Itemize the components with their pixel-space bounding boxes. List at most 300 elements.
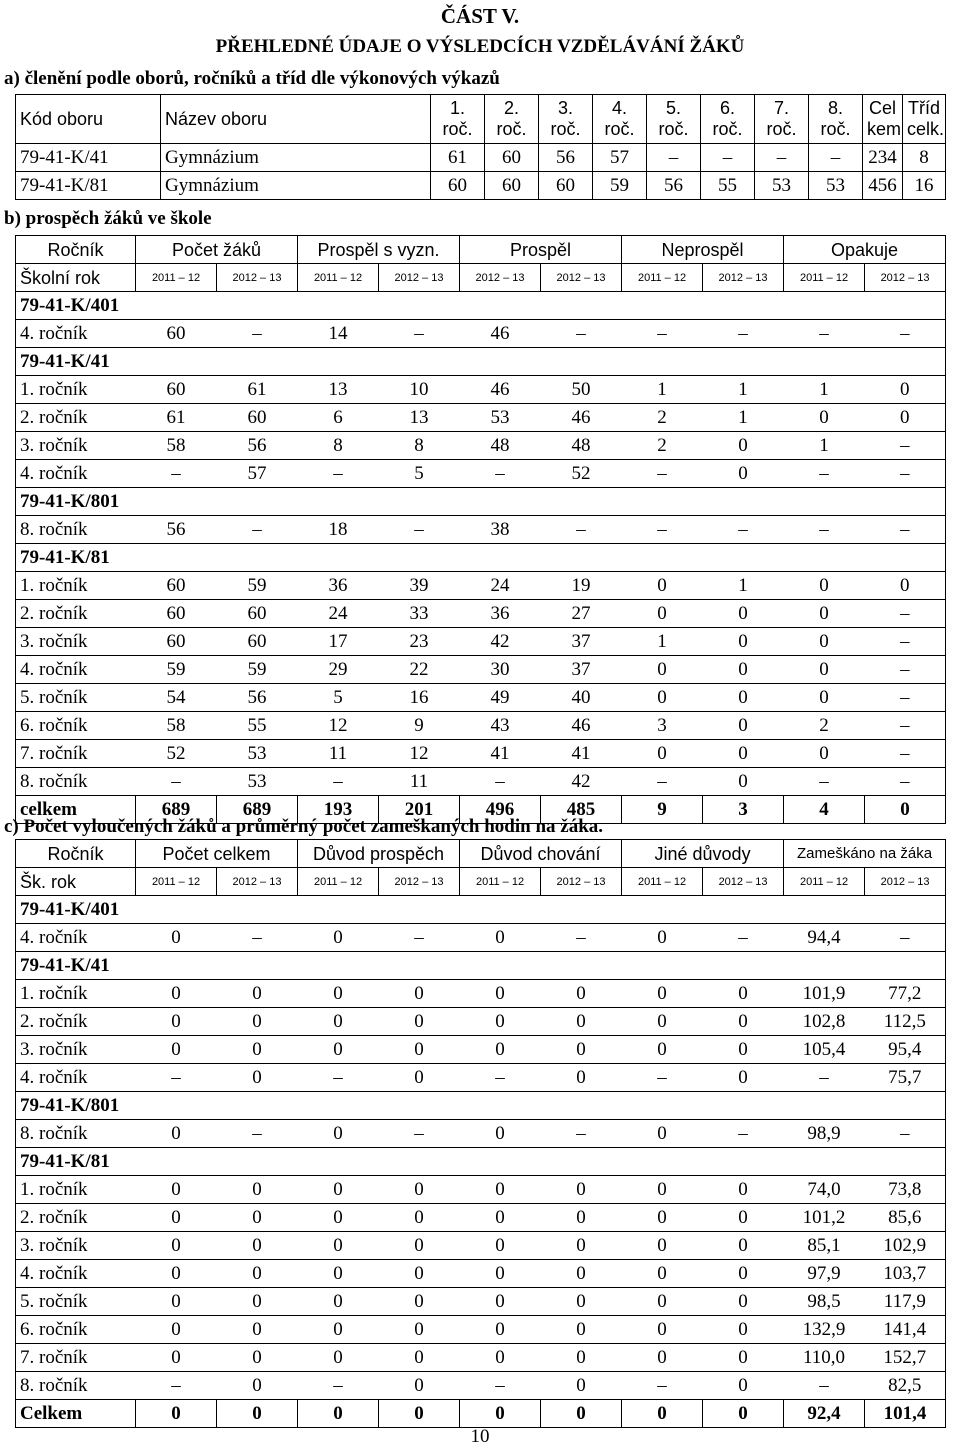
table-cell: 0 — [622, 980, 703, 1008]
table-cell: 2 — [784, 712, 865, 740]
table-cell: 0 — [703, 1288, 784, 1316]
table-cell: 2 — [622, 404, 703, 432]
table-cell: 0 — [379, 1288, 460, 1316]
table-cell: 16 — [379, 684, 460, 712]
table-row — [16, 628, 946, 656]
table-cell: 8. ročník — [16, 1120, 136, 1148]
field-code: 79-41-K/401 — [16, 292, 946, 320]
part-heading: ČÁST V. — [440, 4, 520, 28]
total-cell: 9 — [622, 796, 703, 824]
table-cell: 82,5 — [865, 1372, 946, 1400]
table-row — [16, 1316, 946, 1344]
field-code: 79-41-K/41 — [16, 952, 946, 980]
table-cell: 1. ročník — [16, 572, 136, 600]
table-cell: 56 — [647, 172, 701, 200]
section-b-caption: b) prospěch žáků ve škole — [4, 208, 212, 229]
table-cell: – — [379, 320, 460, 348]
table-cell: 11 — [298, 740, 379, 768]
table-row — [16, 144, 946, 172]
table-row — [16, 980, 946, 1008]
table-cell: 0 — [622, 1008, 703, 1036]
table-cell: 0 — [217, 1036, 298, 1064]
field-code: 79-41-K/81 — [16, 544, 946, 572]
table-cell: 0 — [298, 1232, 379, 1260]
table-cell: 6 — [298, 404, 379, 432]
table-cell: Gymnázium — [161, 172, 431, 200]
table-cell: 46 — [460, 376, 541, 404]
table-cell: – — [460, 1064, 541, 1092]
column-header: Kód oboru — [16, 95, 161, 144]
group-row — [16, 544, 946, 572]
page-title: PŘEHLEDNÉ ÚDAJE O VÝSLEDCÍCH VZDĚLÁVÁNÍ ŽÁKŮ — [215, 36, 745, 57]
total-cell: 4 — [784, 796, 865, 824]
table-cell: 8 — [298, 432, 379, 460]
table-cell: – — [541, 320, 622, 348]
table-cell: 0 — [136, 1344, 217, 1372]
table-row — [16, 172, 946, 200]
table-cell: 1. ročník — [16, 1176, 136, 1204]
table-cell: – — [784, 516, 865, 544]
year-cell: 2011 – 12 — [622, 868, 703, 896]
group-row — [16, 1148, 946, 1176]
table-row — [16, 572, 946, 600]
year-row — [16, 868, 946, 896]
table-cell: 0 — [379, 1176, 460, 1204]
table-cell: 53 — [755, 172, 809, 200]
table-cell: – — [865, 516, 946, 544]
header-row — [16, 236, 946, 264]
table-cell: 103,7 — [865, 1260, 946, 1288]
total-cell: 3 — [703, 796, 784, 824]
column-header: Prospěl s vyzn. — [298, 236, 460, 264]
column-header: Počet celkem — [136, 840, 298, 868]
column-header: 2. roč. — [485, 95, 539, 144]
table-cell: 5. ročník — [16, 1288, 136, 1316]
table-cell: 0 — [703, 1064, 784, 1092]
table-cell: 0 — [541, 1232, 622, 1260]
column-header: 7. roč. — [755, 95, 809, 144]
table-cell: 0 — [379, 1316, 460, 1344]
table-cell: 0 — [379, 1008, 460, 1036]
table-cell: 0 — [541, 1260, 622, 1288]
year-cell: 2012 – 13 — [379, 868, 460, 896]
table-row — [16, 1204, 946, 1232]
table-cell: 1 — [703, 404, 784, 432]
table-cell: 0 — [703, 1344, 784, 1372]
table-cell: 0 — [460, 1344, 541, 1372]
table-cell: 61 — [217, 376, 298, 404]
table-cell: 0 — [460, 924, 541, 952]
table-cell: 59 — [217, 572, 298, 600]
table-cell: – — [784, 460, 865, 488]
year-cell: 2011 – 12 — [622, 264, 703, 292]
table-cell: 58 — [136, 712, 217, 740]
total-cell: Celkem — [16, 1400, 136, 1428]
total-cell: 496 — [460, 796, 541, 824]
table-cell: 0 — [460, 1232, 541, 1260]
table-cell: 0 — [217, 1232, 298, 1260]
table-cell: 0 — [298, 1288, 379, 1316]
table-cell: 13 — [379, 404, 460, 432]
table-cell: 60 — [431, 172, 485, 200]
table-cell: 0 — [298, 1260, 379, 1288]
table-cell: 60 — [136, 628, 217, 656]
table-cell: 4. ročník — [16, 656, 136, 684]
table-cell: – — [865, 628, 946, 656]
table-cell: 60 — [136, 572, 217, 600]
table-cell: 8. ročník — [16, 768, 136, 796]
table-row — [16, 1232, 946, 1260]
table-cell: 1 — [622, 376, 703, 404]
total-cell: 0 — [703, 1400, 784, 1428]
table-cell: 0 — [784, 572, 865, 600]
table-cell: 3. ročník — [16, 1036, 136, 1064]
table-cell: 9 — [379, 712, 460, 740]
table-row — [16, 1036, 946, 1064]
table-cell: 79-41-K/81 — [16, 172, 161, 200]
table-cell: 0 — [784, 628, 865, 656]
year-cell: 2011 – 12 — [460, 868, 541, 896]
table-cell: 39 — [379, 572, 460, 600]
table-cell: 0 — [298, 1120, 379, 1148]
table-cell: 0 — [298, 924, 379, 952]
table-cell: 19 — [541, 572, 622, 600]
table-cell: 0 — [379, 1232, 460, 1260]
table-cell: 59 — [217, 656, 298, 684]
table-cell: 0 — [379, 980, 460, 1008]
table-cell: 41 — [541, 740, 622, 768]
table-cell: – — [217, 924, 298, 952]
table-cell: 0 — [622, 684, 703, 712]
table-cell: 41 — [460, 740, 541, 768]
field-code: 79-41-K/801 — [16, 488, 946, 516]
table-cell: 0 — [703, 980, 784, 1008]
table-cell: 0 — [217, 1204, 298, 1232]
table-row — [16, 376, 946, 404]
table-cell: 8 — [903, 144, 946, 172]
table-cell: 0 — [622, 740, 703, 768]
total-cell: 0 — [865, 796, 946, 824]
total-cell: 0 — [541, 1400, 622, 1428]
table-cell: 0 — [298, 980, 379, 1008]
column-header: Jiné důvody — [622, 840, 784, 868]
table-cell: 60 — [136, 376, 217, 404]
total-row — [16, 1400, 946, 1428]
table-cell: 98,5 — [784, 1288, 865, 1316]
table-cell: – — [217, 1120, 298, 1148]
table-cell: 0 — [217, 1176, 298, 1204]
table-cell: 60 — [539, 172, 593, 200]
table-row — [16, 1008, 946, 1036]
table-cell: 0 — [298, 1344, 379, 1372]
total-cell: 0 — [460, 1400, 541, 1428]
year-cell: 2011 – 12 — [298, 868, 379, 896]
column-header: Ročník — [16, 236, 136, 264]
table-cell: 0 — [541, 1288, 622, 1316]
table-cell: 0 — [217, 1008, 298, 1036]
table-cell: – — [460, 768, 541, 796]
table-cell: 1 — [703, 376, 784, 404]
table-cell: – — [784, 1372, 865, 1400]
year-cell: 2011 – 12 — [136, 264, 217, 292]
table-cell: 0 — [622, 1176, 703, 1204]
table-cell: 60 — [485, 144, 539, 172]
table-cell: 0 — [217, 1344, 298, 1372]
year-cell: 2012 – 13 — [865, 264, 946, 292]
table-cell: – — [622, 1064, 703, 1092]
year-cell: 2011 – 12 — [298, 264, 379, 292]
table-cell: 1. ročník — [16, 980, 136, 1008]
table-cell: 23 — [379, 628, 460, 656]
table-cell: 0 — [703, 1176, 784, 1204]
column-header: Neprospěl — [622, 236, 784, 264]
table-cell: 5 — [298, 684, 379, 712]
table-cell: 0 — [865, 376, 946, 404]
table-cell: 0 — [217, 980, 298, 1008]
table-cell: – — [703, 320, 784, 348]
table-cell: 57 — [593, 144, 647, 172]
column-header: Ročník — [16, 840, 136, 868]
table-cell: – — [865, 1120, 946, 1148]
year-cell: 2012 – 13 — [217, 264, 298, 292]
table-cell: 4. ročník — [16, 924, 136, 952]
table-cell: 0 — [784, 404, 865, 432]
table-cell: 8. ročník — [16, 1372, 136, 1400]
column-header: Důvod prospěch — [298, 840, 460, 868]
table-cell: 16 — [903, 172, 946, 200]
table-cell: – — [217, 516, 298, 544]
table-cell: 0 — [379, 1204, 460, 1232]
column-header: Opakuje — [784, 236, 946, 264]
table-row — [16, 320, 946, 348]
table-cell: 110,0 — [784, 1344, 865, 1372]
table-cell: – — [541, 1120, 622, 1148]
total-cell: 0 — [136, 1400, 217, 1428]
table-row — [16, 1176, 946, 1204]
table-cell: 0 — [622, 600, 703, 628]
total-cell: 193 — [298, 796, 379, 824]
column-header: 6. roč. — [701, 95, 755, 144]
table-cell: 52 — [136, 740, 217, 768]
table-cell: 59 — [136, 656, 217, 684]
year-label: Šk. rok — [16, 868, 136, 896]
table-cell: 0 — [703, 1204, 784, 1232]
table-row — [16, 600, 946, 628]
table-cell: 2. ročník — [16, 1008, 136, 1036]
table-cell: 11 — [379, 768, 460, 796]
table-cell: 60 — [217, 404, 298, 432]
table-cell: 46 — [541, 404, 622, 432]
group-row — [16, 952, 946, 980]
table-cell: 43 — [460, 712, 541, 740]
table-cell: 37 — [541, 628, 622, 656]
table-cell: 0 — [703, 768, 784, 796]
table-row — [16, 404, 946, 432]
table-row — [16, 768, 946, 796]
table-cell: 17 — [298, 628, 379, 656]
table-cell: – — [298, 460, 379, 488]
table-cell: 0 — [136, 1288, 217, 1316]
table-cell: 94,4 — [784, 924, 865, 952]
table-cell: 132,9 — [784, 1316, 865, 1344]
table-cell: – — [379, 1120, 460, 1148]
table-cell: 0 — [703, 712, 784, 740]
table-cell: 85,1 — [784, 1232, 865, 1260]
table-cell: 56 — [136, 516, 217, 544]
table-cell: 0 — [217, 1288, 298, 1316]
table-cell: – — [298, 1064, 379, 1092]
table-cell: 33 — [379, 600, 460, 628]
table-cell: 0 — [865, 404, 946, 432]
table-cell: 61 — [431, 144, 485, 172]
table-cell: 0 — [784, 600, 865, 628]
table-cell: 61 — [136, 404, 217, 432]
table-cell: 234 — [863, 144, 903, 172]
year-cell: 2012 – 13 — [460, 264, 541, 292]
table-cell: 56 — [217, 684, 298, 712]
table-cell: 0 — [622, 656, 703, 684]
year-label: Školní rok — [16, 264, 136, 292]
table-cell: 0 — [298, 1204, 379, 1232]
table-cell: 0 — [703, 1036, 784, 1064]
table-row — [16, 516, 946, 544]
table-cell: – — [622, 320, 703, 348]
table-cell: 42 — [460, 628, 541, 656]
table-cell: 0 — [460, 1204, 541, 1232]
table-cell: – — [217, 320, 298, 348]
table-cell: 46 — [460, 320, 541, 348]
total-cell: celkem — [16, 796, 136, 824]
table-cell: 0 — [136, 1120, 217, 1148]
table-cell: 1 — [703, 572, 784, 600]
table-cell: 112,5 — [865, 1008, 946, 1036]
table-cell: 0 — [784, 740, 865, 768]
table-cell: 0 — [379, 1344, 460, 1372]
table-cell: 0 — [136, 1204, 217, 1232]
table-row — [16, 460, 946, 488]
table-cell: 12 — [379, 740, 460, 768]
table-cell: 24 — [460, 572, 541, 600]
total-cell: 689 — [217, 796, 298, 824]
table-cell: 27 — [541, 600, 622, 628]
table-cell: 0 — [541, 1316, 622, 1344]
table-cell: 75,7 — [865, 1064, 946, 1092]
table-cell: – — [865, 712, 946, 740]
table-row — [16, 1372, 946, 1400]
table-cell: 0 — [460, 1288, 541, 1316]
table-cell: 10 — [379, 376, 460, 404]
table-cell: 0 — [379, 1036, 460, 1064]
table-cell: 60 — [136, 600, 217, 628]
table-cell: 0 — [541, 1064, 622, 1092]
table-cell: 53 — [217, 740, 298, 768]
total-cell: 92,4 — [784, 1400, 865, 1428]
page-number: 10 — [470, 1426, 490, 1447]
table-row — [16, 1288, 946, 1316]
table-cell: 0 — [217, 1316, 298, 1344]
table-cell: 0 — [703, 628, 784, 656]
column-header: Prospěl — [460, 236, 622, 264]
table-cell: 102,8 — [784, 1008, 865, 1036]
column-header: 4. roč. — [593, 95, 647, 144]
table-cell: 0 — [460, 1008, 541, 1036]
table-cell: 5 — [379, 460, 460, 488]
table-cell: 0 — [622, 1036, 703, 1064]
table-row — [16, 1120, 946, 1148]
table-cell: 0 — [379, 1260, 460, 1288]
group-row — [16, 292, 946, 320]
table-cell: 0 — [703, 432, 784, 460]
column-header: 8. roč. — [809, 95, 863, 144]
table-cell: – — [865, 320, 946, 348]
table-cell: 37 — [541, 656, 622, 684]
table-cell: 59 — [593, 172, 647, 200]
table-cell: 0 — [298, 1316, 379, 1344]
table-cell: – — [865, 740, 946, 768]
table-cell: 0 — [298, 1036, 379, 1064]
table-cell: 1 — [784, 432, 865, 460]
table-cell: 0 — [541, 1036, 622, 1064]
table-cell: – — [809, 144, 863, 172]
table-cell: 50 — [541, 376, 622, 404]
table-cell: 55 — [701, 172, 755, 200]
table-cell: 56 — [217, 432, 298, 460]
table-cell: 0 — [541, 980, 622, 1008]
table-cell: 456 — [863, 172, 903, 200]
year-cell: 2012 – 13 — [703, 264, 784, 292]
group-row — [16, 348, 946, 376]
table-cell: – — [784, 768, 865, 796]
table-cell: 56 — [539, 144, 593, 172]
table-cell: – — [622, 460, 703, 488]
total-cell: 0 — [298, 1400, 379, 1428]
year-cell: 2012 – 13 — [541, 868, 622, 896]
table-cell: 7. ročník — [16, 1344, 136, 1372]
table-cell: – — [136, 460, 217, 488]
table-row — [16, 432, 946, 460]
field-code: 79-41-K/41 — [16, 348, 946, 376]
total-cell: 101,4 — [865, 1400, 946, 1428]
table-cell: 60 — [485, 172, 539, 200]
column-header: Zameškáno na žáka — [784, 840, 946, 868]
table-cell: 2 — [622, 432, 703, 460]
table-row — [16, 924, 946, 952]
table-cell: 29 — [298, 656, 379, 684]
table-cell: 0 — [622, 924, 703, 952]
table-cell: 0 — [703, 1008, 784, 1036]
table-cell: 5. ročník — [16, 684, 136, 712]
table-cell: 2. ročník — [16, 404, 136, 432]
table-cell: 0 — [622, 1316, 703, 1344]
table-row — [16, 656, 946, 684]
table-cell: 102,9 — [865, 1232, 946, 1260]
year-cell: 2012 – 13 — [541, 264, 622, 292]
table-cell: 0 — [784, 684, 865, 712]
table-cell: 79-41-K/41 — [16, 144, 161, 172]
table-cell: – — [647, 144, 701, 172]
table-cell: 2. ročník — [16, 600, 136, 628]
table-cell: – — [379, 516, 460, 544]
table-cell: 97,9 — [784, 1260, 865, 1288]
column-header: Důvod chování — [460, 840, 622, 868]
table-cell: 8. ročník — [16, 516, 136, 544]
table-cell: 0 — [622, 1232, 703, 1260]
table-expelled-absences — [15, 839, 946, 1428]
field-code: 79-41-K/401 — [16, 896, 946, 924]
column-header: 1. roč. — [431, 95, 485, 144]
table-cell: – — [865, 432, 946, 460]
table-cell: – — [136, 1372, 217, 1400]
